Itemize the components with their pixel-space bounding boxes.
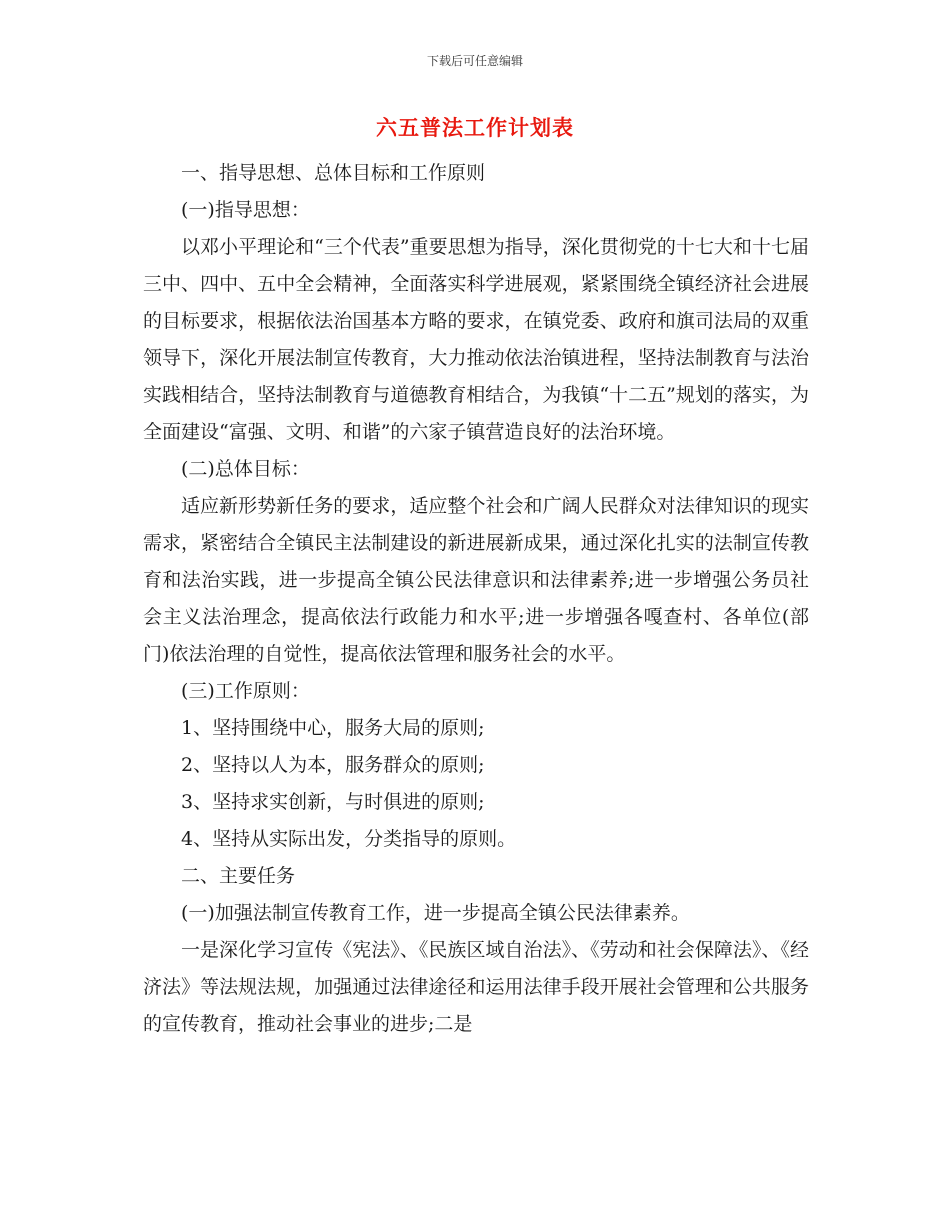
document-body bbox=[143, 155, 809, 1043]
subsection-heading: (三)工作原则： bbox=[181, 680, 310, 702]
list-item: 4、坚持从实际出发，分类指导的原则。 bbox=[181, 828, 517, 850]
document-title: 六五普法工作计划表 bbox=[376, 116, 574, 140]
list-item: 1、坚持围绕中心，服务大局的原则; bbox=[181, 717, 485, 739]
list-item: 3、坚持求实创新，与时俱进的原则; bbox=[181, 791, 485, 813]
subsection-heading: (二)总体目标： bbox=[181, 458, 310, 480]
subsection-heading: (一)指导思想： bbox=[181, 199, 310, 221]
section-heading: 二、主要任务 bbox=[181, 865, 296, 887]
body-paragraph: 适应新形势新任务的要求，适应整个社会和广阔人民群众对法律知识的现实需求，紧密结合全镇民主法制建设的新进展新成果，通过深化扎实的法制宣传教育和法治实践，进一步提高全镇公民法律意识和法律素养;进一步增强公务员社会主义法治理念，提高依法行政能力和水平;进一步增强各嘎查村、各单位(部门)依法治理的自觉性，提高依法管理和服务社会的水平。 bbox=[143, 495, 809, 665]
header-note: 下载后可任意编辑 bbox=[426, 54, 523, 68]
subsection-heading: (一)加强法制宣传教育工作，进一步提高全镇公民法律素养。 bbox=[181, 902, 690, 924]
body-paragraph: 一是深化学习宣传《宪法》、《民族区域自治法》、《劳动和社会保障法》、《经济法》等法规法规，加强通过法律途径和运用法律手段开展社会管理和公共服务的宣传教育，推动社会事业的进步;二是 bbox=[143, 939, 809, 1035]
list-item: 2、坚持以人为本，服务群众的原则; bbox=[181, 754, 485, 776]
body-paragraph: 以邓小平理论和“三个代表”重要思想为指导，深化贯彻党的十七大和十七届三中、四中、五中全会精神，全面落实科学进展观，紧紧围绕全镇经济社会进展的目标要求，根据依法治国基本方略的要求，在镇党委、政府和旗司法局的双重领导下，深化开展法制宣传教育，大力推动依法治镇进程，坚持法制教育与法治实践相结合，坚持法制教育与道德教育相结合，为我镇“十二五”规划的落实，为全面建设“富强、文明、和谐”的六家子镇营造良好的法治环境。 bbox=[143, 236, 809, 443]
section-heading: 一、指导思想、总体目标和工作原则 bbox=[181, 162, 486, 184]
